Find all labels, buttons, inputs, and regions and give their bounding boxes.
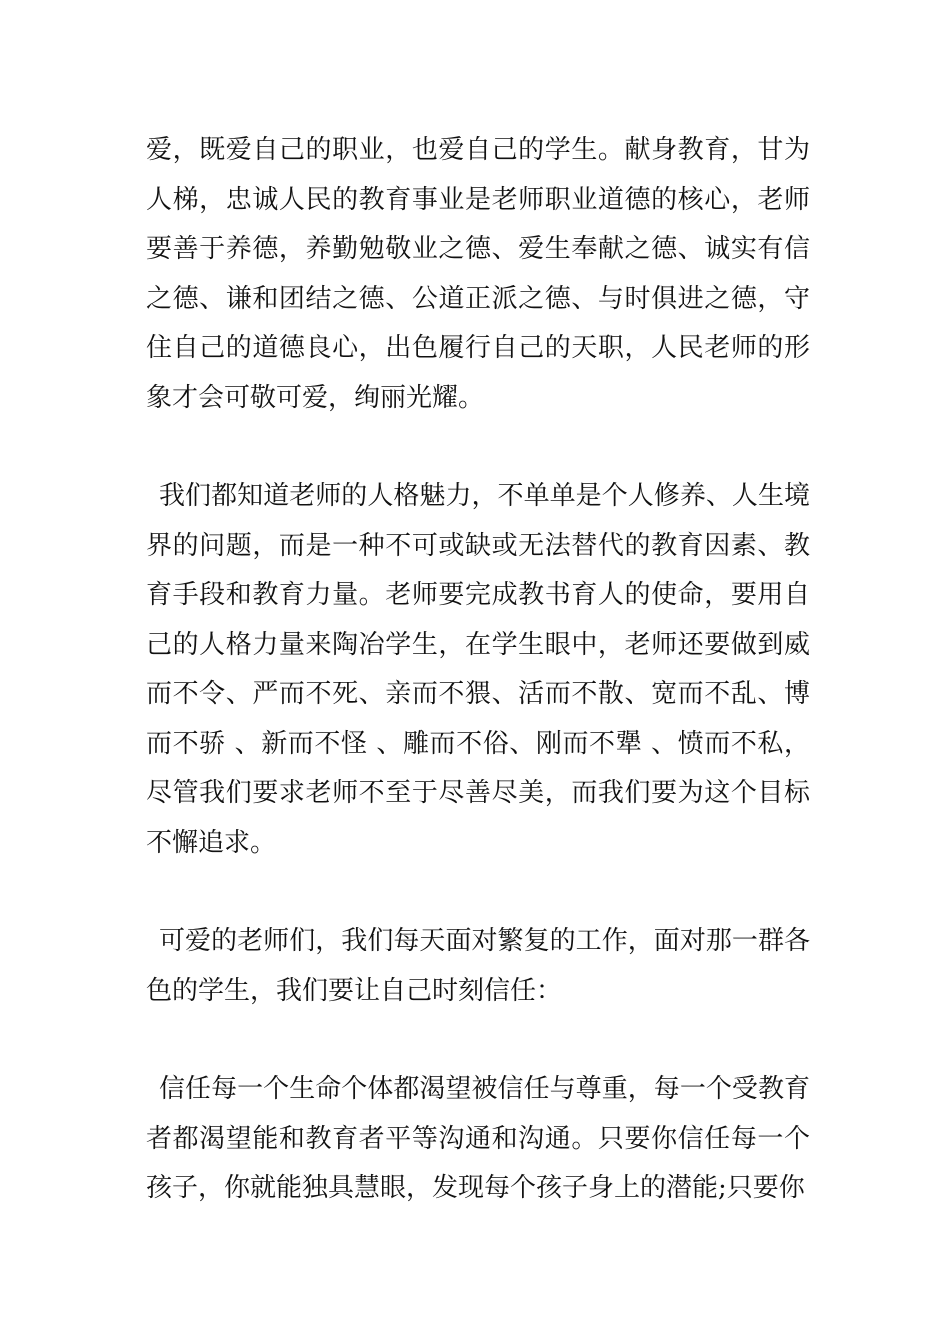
paragraph-4: 信任每一个生命个体都渴望被信任与尊重，每一个受教育者都渴望能和教育者平等沟通和沟通。只要你信任每一个孩子，你就能独具慧眼，发现每个孩子身上的潜能;只要你 [146, 1074, 810, 1203]
paragraph-3: 可爱的老师们，我们每天面对繁复的工作，面对那一群各色的学生，我们要让自己时刻信任： [146, 926, 810, 1006]
document-body [146, 126, 810, 1214]
paragraph-2: 我们都知道老师的人格魅力，不单单是个人修养、人生境界的问题，而是一种不可或缺或无法替代的教育因素、教育手段和教育力量。老师要完成教书育人的使命，要用自己的人格力量来陶冶学生，在学生眼中，老师还要做到威而不令、严而不死、亲而不猥、活而不散、宽而不乱、博而不骄 、新而不怪 、雕而不俗、刚而不犟 、愤而不私，尽管我们要求老师不至于尽善尽美，而我们要为这个目标不懈追求。 [146, 481, 810, 858]
paragraph-1: 爱，既爱自己的职业，也爱自己的学生。献身教育，甘为人梯，忠诚人民的教育事业是老师职业道德的核心，老师要善于养德，养勤勉敬业之德、爱生奉献之德、诚实有信之德、谦和团结之德、公道正派之德、与时俱进之德，守住自己的道德良心，出色履行自己的天职，人民老师的形象才会可敬可爱，绚丽光耀。 [146, 135, 810, 413]
